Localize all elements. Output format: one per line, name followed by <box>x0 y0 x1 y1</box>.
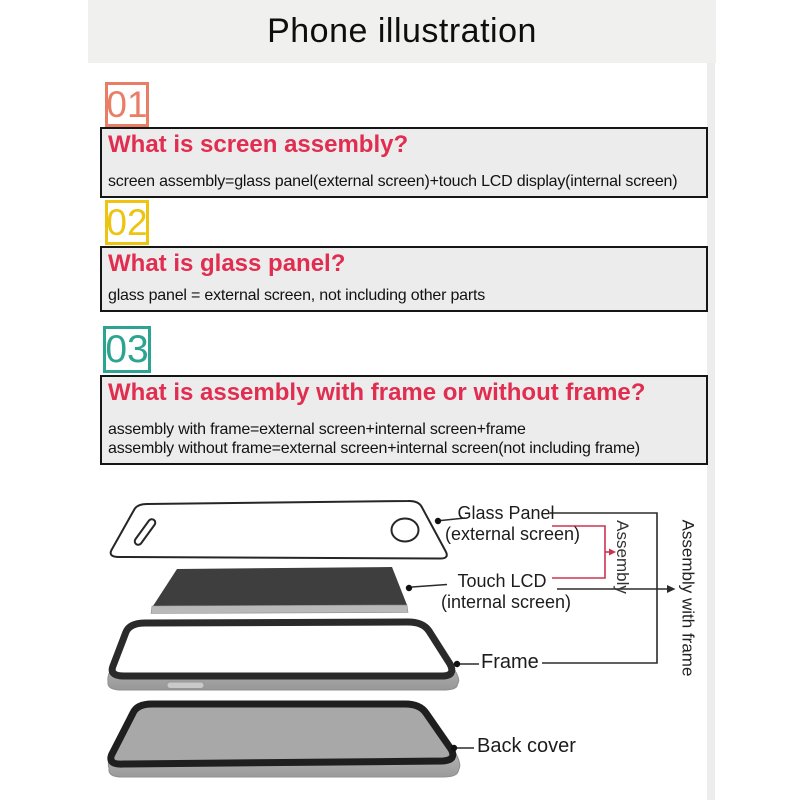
touch-lcd-shape <box>151 567 408 614</box>
frame-shape <box>108 622 459 690</box>
frame-button-slot-shape <box>167 682 204 689</box>
question-box-3 <box>100 375 708 465</box>
question-3-answers <box>108 420 700 458</box>
question-1-answer: screen assembly=glass panel(external screen)+touch LCD display(internal screen) <box>108 173 678 190</box>
section-number-02 <box>105 200 149 245</box>
home-button-hole-shape <box>392 519 419 542</box>
glass-panel-shape <box>111 501 447 559</box>
title-band <box>88 0 716 63</box>
glass-panel-dot <box>435 518 441 524</box>
question-2-heading: What is glass panel? <box>108 250 346 277</box>
back-cover-label: Back cover <box>477 735 576 757</box>
back-cover-shape <box>108 704 459 777</box>
question-1-heading: What is screen assembly? <box>108 131 409 158</box>
assembly-with-frame-label-wrap <box>657 519 717 676</box>
touch-lcd-label: Touch LCD (internal screen) <box>441 571 572 612</box>
question-2-answer: glass panel = external screen, not including other parts <box>108 287 486 304</box>
section-number-01-label: 01 <box>106 84 148 125</box>
glass-panel-label: Glass Panel (external screen) <box>445 503 581 544</box>
question-3-answer-line2: assembly without frame=external screen+internal screen(not including frame) <box>108 440 640 457</box>
section-number-01 <box>105 82 149 127</box>
touch-lcd-dot <box>406 585 412 591</box>
question-3-answer-line1: assembly with frame=external screen+internal screen+frame <box>108 421 526 438</box>
assembly-label: Assembly <box>613 520 632 594</box>
frame-dot <box>454 661 460 667</box>
question-box-2 <box>100 246 708 312</box>
section-number-03-label: 03 <box>105 328 149 371</box>
page-title: Phone illustration <box>267 12 537 50</box>
assembly-with-frame-label: Assembly with frame <box>678 519 698 676</box>
back-cover-dot <box>451 745 457 751</box>
frame-label: Frame <box>481 651 539 673</box>
question-box-1 <box>100 127 708 198</box>
question-3-heading: What is assembly with frame or without frame? <box>108 379 646 406</box>
assembly-label-wrap <box>592 514 652 600</box>
exploded-phone-diagram <box>95 480 715 800</box>
section-number-03 <box>103 326 151 373</box>
section-number-02-label: 02 <box>106 202 148 243</box>
